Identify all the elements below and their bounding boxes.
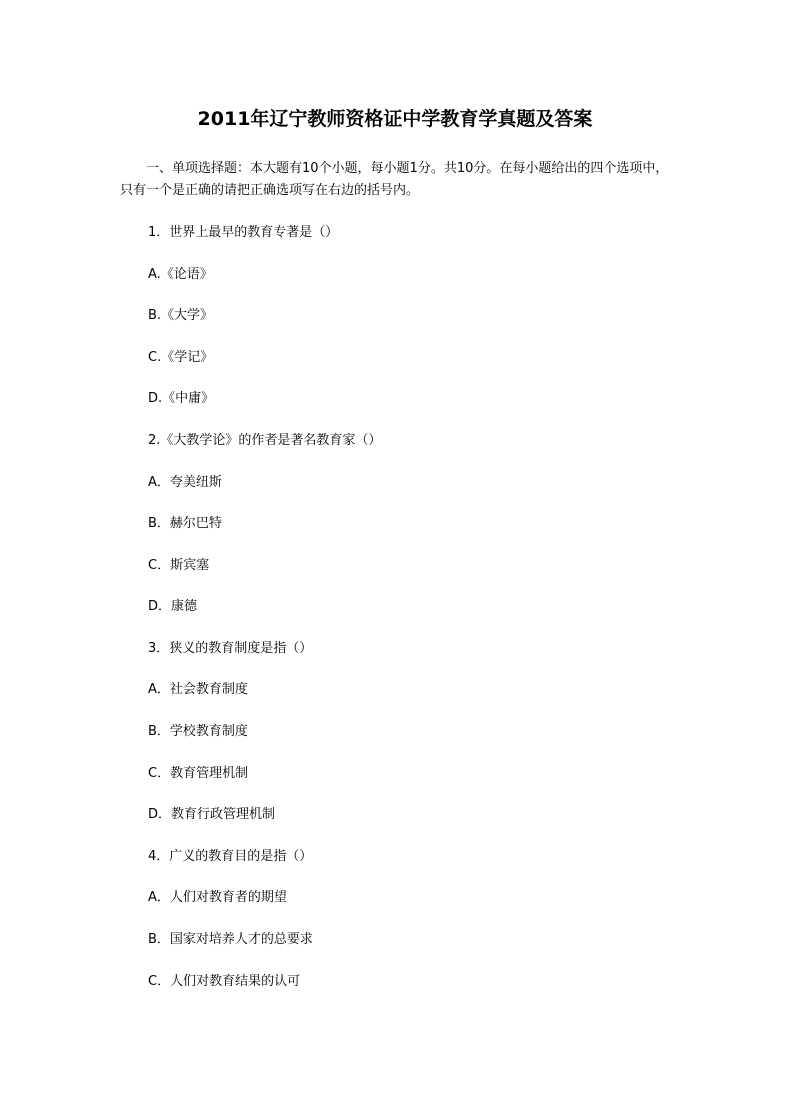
question-4-option-c: C．人们对教育结果的认可 (148, 974, 301, 989)
question-4: 4．广义的教育目的是指（） (148, 849, 313, 864)
document-title: 2011年辽宁教师资格证中学教育学真题及答案 (197, 108, 593, 130)
question-3-option-d: D．教育行政管理机制 (148, 807, 276, 822)
question-4-option-b: B．国家对培养人才的总要求 (148, 932, 313, 947)
question-1-option-a: A.《论语》 (148, 267, 213, 282)
question-4-option-a: A．人们对教育者的期望 (148, 890, 287, 905)
question-2-option-d: D．康德 (148, 599, 198, 614)
question-1-option-c: C.《学记》 (148, 350, 214, 365)
question-3-option-b: B．学校教育制度 (148, 724, 248, 739)
question-3-option-a: A．社会教育制度 (148, 682, 248, 697)
question-1-option-b: B.《大学》 (148, 308, 214, 323)
question-3-option-c: C．教育管理机制 (148, 766, 249, 781)
question-1-option-d: D.《中庸》 (148, 391, 215, 406)
question-2-option-b: B．赫尔巴特 (148, 516, 222, 531)
section-intro: 一、单项选择题：本大题有10个小题，每小题1分。共10分。在每小题给出的四个选项中，只有一个是正确的请把正确选项写在右边的括号内。 (120, 161, 669, 198)
question-2: 2.《大教学论》的作者是著名教育家（） (148, 433, 382, 448)
question-1: 1．世界上最早的教育专著是（） (148, 225, 339, 240)
question-2-option-a: A．夸美纽斯 (148, 475, 222, 490)
question-3: 3．狭义的教育制度是指（） (148, 641, 313, 656)
question-2-option-c: C．斯宾塞 (148, 558, 210, 573)
